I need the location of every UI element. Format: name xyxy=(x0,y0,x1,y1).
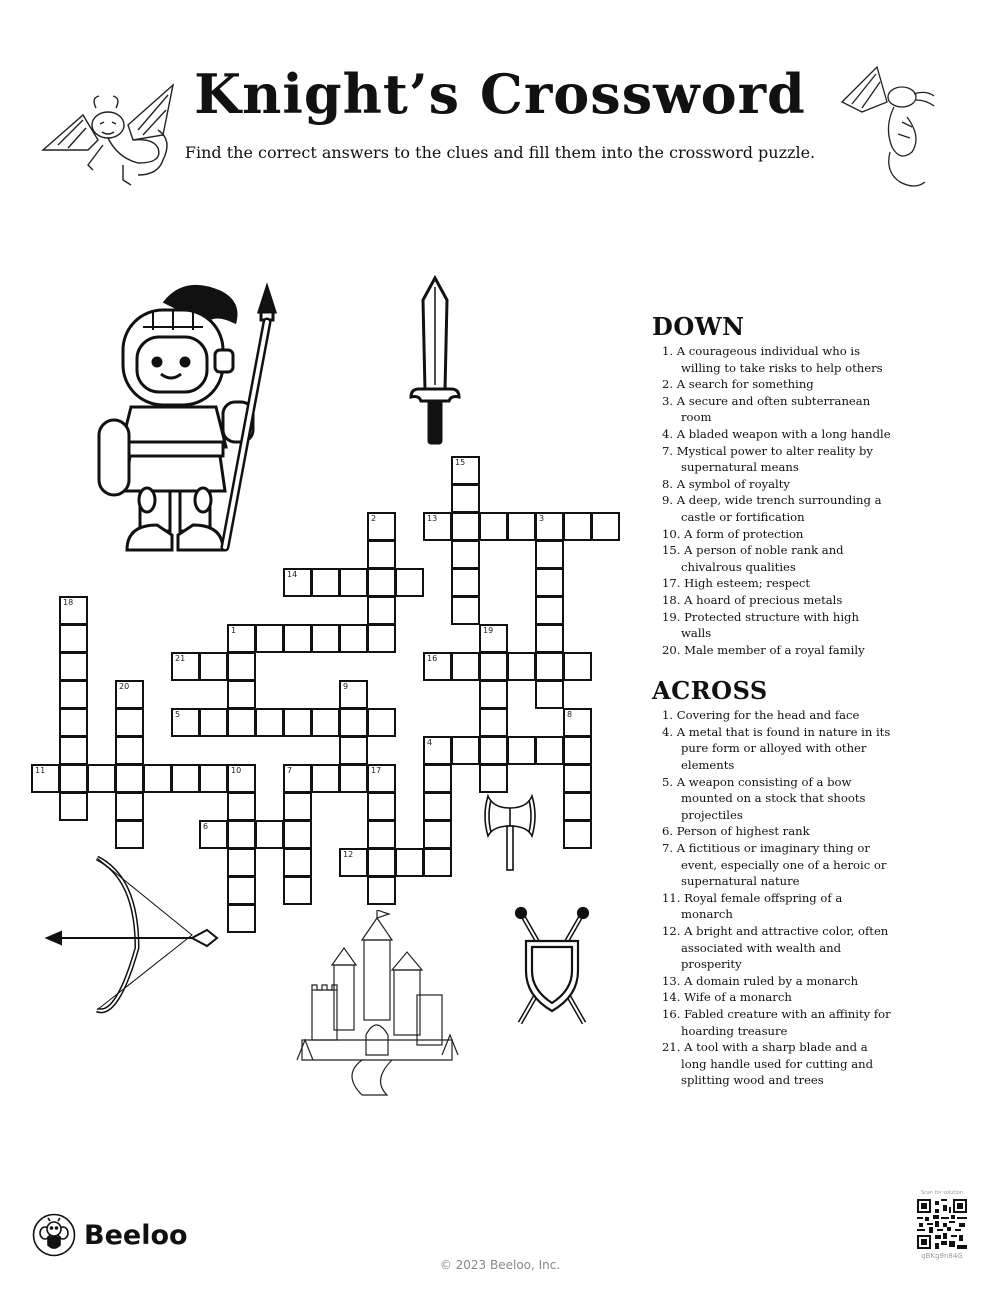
down-clue: 4. A bladed weapon with a long handle xyxy=(662,426,891,441)
across-clue: 13. A domain ruled by a monarch xyxy=(662,973,859,988)
down-heading: DOWN xyxy=(652,312,745,341)
crossword-cell[interactable] xyxy=(367,820,396,849)
crossword-cell[interactable] xyxy=(339,568,368,597)
crossword-cell[interactable] xyxy=(451,540,480,569)
down-clue: 9. A deep, wide trench surrounding a castle or fortification xyxy=(662,493,882,524)
clue-number: 13 xyxy=(427,514,438,523)
crossword-cell[interactable] xyxy=(115,764,144,793)
down-clue: 19. Protected structure with high walls xyxy=(662,609,859,641)
crossword-cell[interactable] xyxy=(563,820,592,849)
across-clue: 5. A weapon consisting of a bow mounted on a stock that shoots projectiles xyxy=(662,774,866,822)
crossword-cell[interactable] xyxy=(479,680,508,709)
crossword-cell[interactable] xyxy=(535,540,564,569)
crossword-cell[interactable] xyxy=(283,876,312,905)
crossword-cell[interactable] xyxy=(563,792,592,821)
copyright: © 2023 Beeloo, Inc. xyxy=(439,1258,561,1272)
clue-number: 6 xyxy=(203,822,209,831)
beeloo-logo xyxy=(32,1213,188,1257)
qr-code-icon[interactable] xyxy=(917,1199,967,1249)
crossword-cell[interactable] xyxy=(339,764,368,793)
crossword-cell[interactable] xyxy=(451,736,480,765)
crossword-cell[interactable] xyxy=(283,764,312,793)
crossword-cell[interactable] xyxy=(367,764,396,793)
clue-number: 4 xyxy=(427,738,433,747)
crossword-cell[interactable] xyxy=(339,624,368,653)
down-clue: 8. A symbol of royalty xyxy=(662,476,790,491)
clue-number: 2 xyxy=(371,514,377,523)
crossword-cell[interactable] xyxy=(563,708,592,737)
down-clue-list xyxy=(652,343,892,658)
clue-number: 14 xyxy=(287,570,298,579)
clue-number: 12 xyxy=(343,850,354,859)
across-clue: 21. A tool with a sharp blade and a long handle used for cutting and splitting wood and trees xyxy=(662,1040,874,1088)
crossword-cell[interactable] xyxy=(143,764,172,793)
crossword-cell[interactable] xyxy=(115,736,144,765)
crossword-cell[interactable] xyxy=(423,848,452,877)
crossword-cell[interactable] xyxy=(535,652,564,681)
crossword-cell[interactable] xyxy=(479,764,508,793)
crossword-cell[interactable] xyxy=(563,512,592,541)
down-clue: 7. Mystical power to alter reality by supernatural means xyxy=(662,443,873,475)
crossword-cell[interactable] xyxy=(311,708,340,737)
crossword-cell[interactable] xyxy=(367,792,396,821)
crossword-cell[interactable] xyxy=(227,652,256,681)
crossword-cell[interactable] xyxy=(535,736,564,765)
crossword-cell[interactable] xyxy=(31,764,60,793)
clue-number: 9 xyxy=(343,682,349,691)
crossword-cell[interactable] xyxy=(115,708,144,737)
crossword-cell[interactable] xyxy=(451,484,480,513)
clue-number: 19 xyxy=(483,626,494,635)
crossword-cell[interactable] xyxy=(311,624,340,653)
crossword-cell[interactable] xyxy=(367,708,396,737)
down-clue: 15. A person of noble rank and chivalrous qualities xyxy=(662,543,844,574)
crossword-cell[interactable] xyxy=(535,568,564,597)
crossword-cell[interactable] xyxy=(283,568,312,597)
crossword-cell[interactable] xyxy=(451,512,480,541)
crossword-cell[interactable] xyxy=(59,652,88,681)
crossword-cell[interactable] xyxy=(507,512,536,541)
crossword-cell[interactable] xyxy=(87,764,116,793)
bee-icon xyxy=(32,1213,76,1257)
clue-number: 16 xyxy=(427,654,438,663)
crossword-cell[interactable] xyxy=(59,764,88,793)
dragon-left-illustration xyxy=(38,70,183,190)
crossword-cell[interactable] xyxy=(199,652,228,681)
crossword-cell[interactable] xyxy=(479,708,508,737)
crossword-cell[interactable] xyxy=(451,652,480,681)
down-clue: 3. A secure and often subterranean room xyxy=(662,393,871,425)
down-clue: 1. A courageous individual who is willing to take risks to help others xyxy=(662,344,883,375)
across-clue: 6. Person of highest rank xyxy=(662,824,810,839)
crossword-cell[interactable] xyxy=(423,736,452,765)
crossword-cell[interactable] xyxy=(227,680,256,709)
down-clue: 2. A search for something xyxy=(662,377,814,392)
crossword-cell[interactable] xyxy=(227,876,256,905)
instructions: Find the correct answers to the clues and fill them into the crossword puzzle. xyxy=(184,143,816,162)
crossword-cell[interactable] xyxy=(367,540,396,569)
crossword-cell[interactable] xyxy=(451,596,480,625)
crossword-cell[interactable] xyxy=(339,708,368,737)
crossword-cell[interactable] xyxy=(367,568,396,597)
solution-qr xyxy=(912,1190,972,1260)
clue-number: 20 xyxy=(119,682,130,691)
crossword-cell[interactable] xyxy=(563,652,592,681)
down-clue: 17. High esteem; respect xyxy=(662,576,811,591)
clue-number: 7 xyxy=(287,766,293,775)
down-clue: 18. A hoard of precious metals xyxy=(662,592,843,607)
crossword-cell[interactable] xyxy=(479,736,508,765)
crossword-cell[interactable] xyxy=(339,848,368,877)
crossword-cell[interactable] xyxy=(311,764,340,793)
clues-panel xyxy=(652,312,892,1089)
crossword-cell[interactable] xyxy=(563,764,592,793)
brand-name: Beeloo xyxy=(84,1219,188,1251)
clue-number: 17 xyxy=(371,766,382,775)
crossword-cell[interactable] xyxy=(255,820,284,849)
crossword-cell[interactable] xyxy=(395,848,424,877)
crossword-cell[interactable] xyxy=(423,792,452,821)
clue-number: 18 xyxy=(63,598,74,607)
crossword-cell[interactable] xyxy=(255,624,284,653)
clue-number: 3 xyxy=(539,514,545,523)
crossword-cell[interactable] xyxy=(283,820,312,849)
shield-crossed-swords-illustration xyxy=(512,905,592,1030)
clue-number: 5 xyxy=(175,710,181,719)
across-heading: ACROSS xyxy=(652,676,768,706)
crossword-cell[interactable] xyxy=(283,624,312,653)
clue-number: 21 xyxy=(175,654,186,663)
crossword-cell[interactable] xyxy=(227,792,256,821)
crossword-cell[interactable] xyxy=(227,708,256,737)
sword-illustration xyxy=(405,275,465,450)
crossword-cell[interactable] xyxy=(339,680,368,709)
crossword-cell[interactable] xyxy=(199,764,228,793)
clue-number: 10 xyxy=(231,766,242,775)
crossword-cell[interactable] xyxy=(227,848,256,877)
crossword-cell[interactable] xyxy=(423,512,452,541)
crossword-cell[interactable] xyxy=(199,820,228,849)
crossword-cell[interactable] xyxy=(227,624,256,653)
crossword-cell[interactable] xyxy=(283,848,312,877)
crossword-cell[interactable] xyxy=(479,652,508,681)
battle-axe-illustration xyxy=(480,792,540,874)
crossword-cell[interactable] xyxy=(227,820,256,849)
crossword-cell[interactable] xyxy=(535,512,564,541)
crossword-cell[interactable] xyxy=(283,708,312,737)
clue-number: 1 xyxy=(231,626,237,635)
crossword-cell[interactable] xyxy=(535,680,564,709)
bow-and-arrow-illustration xyxy=(42,850,222,1015)
qr-caption: Scan for solution xyxy=(920,1190,963,1196)
crossword-cell[interactable] xyxy=(59,708,88,737)
crossword-cell[interactable] xyxy=(59,792,88,821)
crossword-cell[interactable] xyxy=(451,456,480,485)
crossword-cell[interactable] xyxy=(367,876,396,905)
crossword-cell[interactable] xyxy=(59,624,88,653)
across-clue-list xyxy=(652,707,892,1089)
crossword-cell[interactable] xyxy=(115,792,144,821)
crossword-cell[interactable] xyxy=(367,512,396,541)
crossword-cell[interactable] xyxy=(395,568,424,597)
crossword-cell[interactable] xyxy=(171,652,200,681)
qr-code-id: qBKg9n84G xyxy=(921,1252,963,1260)
crossword-cell[interactable] xyxy=(563,736,592,765)
across-clue: 11. Royal female offspring of a monarch xyxy=(662,890,843,922)
crossword-cell[interactable] xyxy=(479,624,508,653)
crossword-cell[interactable] xyxy=(171,708,200,737)
clue-number: 15 xyxy=(455,458,466,467)
crossword-cell[interactable] xyxy=(535,596,564,625)
crossword-cell[interactable] xyxy=(227,764,256,793)
page-title: Knight’s Crossword xyxy=(194,62,806,126)
crossword-cell[interactable] xyxy=(115,680,144,709)
crossword-cell[interactable] xyxy=(423,820,452,849)
down-clue: 10. A form of protection xyxy=(662,526,804,541)
across-clue: 16. Fabled creature with an affinity for hoarding treasure xyxy=(662,1006,891,1038)
dragon-right-illustration xyxy=(832,62,942,197)
crossword-cell[interactable] xyxy=(59,680,88,709)
crossword-cell[interactable] xyxy=(59,736,88,765)
crossword-cell[interactable] xyxy=(283,792,312,821)
crossword-cell[interactable] xyxy=(367,624,396,653)
across-clue: 4. A metal that is found in nature in its pure form or alloyed with other elements xyxy=(662,724,891,773)
crossword-cell[interactable] xyxy=(171,764,200,793)
clue-number: 11 xyxy=(35,766,46,775)
crossword-cell[interactable] xyxy=(255,708,284,737)
castle-illustration xyxy=(292,910,462,1100)
crossword-cell[interactable] xyxy=(199,708,228,737)
crossword-cell[interactable] xyxy=(115,820,144,849)
crossword-cell[interactable] xyxy=(367,596,396,625)
across-clue: 12. A bright and attractive color, often associated with wealth and prosperity xyxy=(662,924,889,972)
crossword-cell[interactable] xyxy=(507,652,536,681)
crossword-cell[interactable] xyxy=(451,568,480,597)
crossword-cell[interactable] xyxy=(507,736,536,765)
crossword-cell[interactable] xyxy=(423,764,452,793)
crossword-cell[interactable] xyxy=(423,652,452,681)
crossword-cell[interactable] xyxy=(311,568,340,597)
crossword-cell[interactable] xyxy=(59,596,88,625)
crossword-cell[interactable] xyxy=(339,736,368,765)
clue-number: 8 xyxy=(567,710,573,719)
crossword-cell[interactable] xyxy=(591,512,620,541)
crossword-cell[interactable] xyxy=(479,512,508,541)
crossword-cell[interactable] xyxy=(535,624,564,653)
knight-illustration xyxy=(95,282,285,557)
down-clue: 20. Male member of a royal family xyxy=(662,642,865,657)
across-clue: 14. Wife of a monarch xyxy=(662,990,792,1005)
crossword-cell[interactable] xyxy=(227,904,256,933)
crossword-cell[interactable] xyxy=(367,848,396,877)
across-clue: 7. A fictitious or imaginary thing or event, especially one of a heroic or supernatural nature xyxy=(662,841,887,889)
across-clue: 1. Covering for the head and face xyxy=(662,708,860,723)
